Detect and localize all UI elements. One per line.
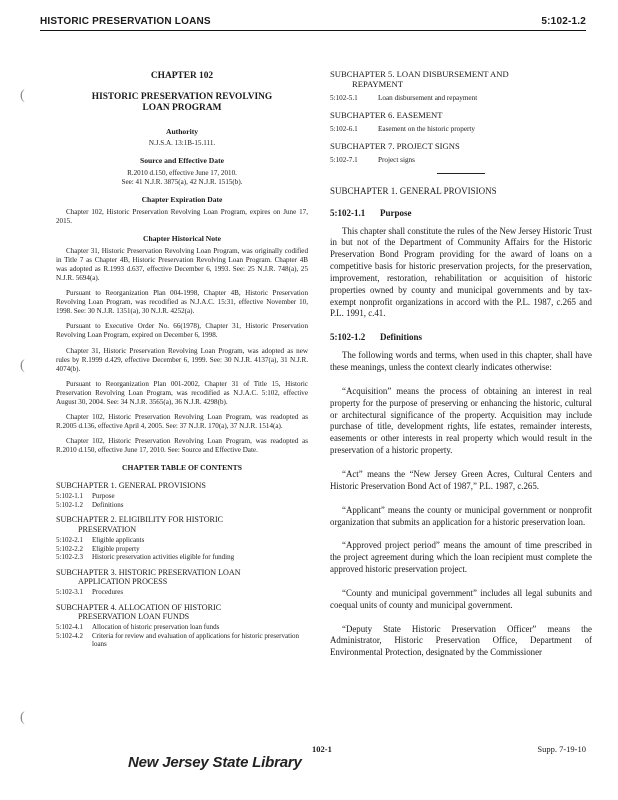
margin-bracket-mark: ( [20, 358, 25, 373]
subchapter-heading: SUBCHAPTER 1. GENERAL PROVISIONS [330, 185, 497, 196]
toc-entry[interactable]: 5:102-4.1 Allocation of historic preservation loan funds [56, 623, 220, 632]
toc-entry[interactable]: 5:102-6.1 Easement on the historic property [330, 124, 476, 133]
toc-subchapter [330, 111, 592, 133]
historical-note: Chapter 31, Historic Preservation Revolving Loan Program, was adopted as new rules by R.1999 d.429, effective December 6, 1999. See: 30 N.J.R. 4137(a), 31 N.J.R. 4074(b). [56, 346, 308, 373]
running-header [40, 16, 586, 31]
toc-subchapter: SUBCHAPTER 2. ELIGIBILITY FOR HISTORIC PRESERVATION 5:102-2.1 Eligible applicants 5:102-2.2 Eligible property 5:102-2.3 Historic preservation activities eligible for funding [56, 515, 308, 561]
toc-entry[interactable]: 5:102-7.1 Project signs [330, 155, 415, 164]
toc-entry[interactable]: 5:102-2.2 Eligible property [56, 544, 140, 553]
subchapter-title: SUBCHAPTER 7. PROJECT SIGNS [330, 140, 460, 151]
definition-paragraph: The following words and terms, when used in this chapter, shall have these meanings, unless the context clearly indicates otherwise: [330, 350, 592, 373]
authority-heading: Authority [165, 126, 199, 136]
toc-entry[interactable]: 5:102-2.3 Historic preservation activities eligible for funding [56, 553, 235, 562]
authority-text: N.J.S.A. 13:1B-15.111. [148, 139, 216, 148]
toc-entry[interactable]: 5:102-4.2 Criteria for review and evaluation of applications for historic preservation loans [56, 631, 300, 649]
subchapter-title: SUBCHAPTER 4. ALLOCATION OF HISTORIC [56, 602, 222, 612]
toc-entry[interactable]: 5:102-1.1 Purpose [56, 492, 115, 501]
historical-note: Chapter 31, Historic Preservation Revolving Loan Program, was originally codified in Title 7 as Chapter 4B, Historic Preservation Revolving Loan Program. Chapter 4B was adopted as R.1993 d.637, effective December 6, 1993. See: 25 N.J.R. 748(a), 25 N.J.R. 5694(a). [56, 246, 308, 283]
subchapter-title: SUBCHAPTER 1. GENERAL PROVISIONS [56, 481, 206, 491]
definition-paragraph: “Acquisition” means the process of obtaining an interest in real property for the purpose of preserving or enhancing the historic, cultural or architectural significance of the property. Acquisition may include purchase of title, development rights, life estates, remainder interests, easements or other interests in real property which would result in the preservation of a historic property. [330, 385, 592, 456]
section-heading-purpose: 5:102-1.1 Purpose [330, 207, 412, 218]
toc-entry[interactable]: 5:102-5.1 Loan disbursement and repayment [330, 93, 478, 102]
section-divider [437, 173, 485, 174]
left-column [56, 70, 308, 649]
source-line: R.2010 d.150, effective June 17, 2010. [127, 169, 237, 178]
subchapter-title: SUBCHAPTER 3. HISTORIC PRESERVATION LOAN [56, 567, 241, 577]
margin-bracket-mark: ( [20, 710, 25, 725]
chapter-title: HISTORIC PRESERVATION REVOLVING LOAN PROGRAM [91, 92, 273, 114]
historical-note: Pursuant to Reorganization Plan 001-2002, Chapter 31 of Title 15, Historic Preservation Revolving Loan Program, was recodified as N.J.A.C. 5:102, effective August 30, 2004. See: 34 N.J.R. 3565(a), 36 N.J.R. 4298(b). [56, 379, 308, 406]
definition-paragraph: “Deputy State Historic Preservation Officer” means the Administrator, Historic Preservation Office, Department of Environmental Protection, designated by the Commissioner [330, 623, 592, 658]
right-column [330, 70, 592, 671]
subchapter-title: SUBCHAPTER 6. EASEMENT [330, 109, 443, 120]
toc-subchapter [330, 142, 592, 164]
chapter-number: CHAPTER 102 [150, 71, 214, 81]
library-watermark: New Jersey State Library [128, 754, 302, 771]
page-number: 102-1 [312, 744, 332, 754]
toc-subchapter [56, 481, 308, 509]
supplement-date: Supp. 7-19-10 [537, 744, 586, 754]
historical-note-heading: Chapter Historical Note [143, 234, 221, 244]
historical-note: Pursuant to Executive Order No. 66(1978), Chapter 31, Historic Preservation Revolving Loan Program, expired on December 6, 1998. [56, 322, 308, 340]
subchapter-title: SUBCHAPTER 5. LOAN DISBURSEMENT AND [330, 69, 509, 79]
toc-subchapter: SUBCHAPTER 5. LOAN DISBURSEMENT AND REPAYMENT 5:102-5.1 Loan disbursement and repayment [330, 70, 592, 102]
toc-subchapter: SUBCHAPTER 4. ALLOCATION OF HISTORIC PRESERVATION LOAN FUNDS 5:102-4.1 Allocation of historic preservation loan funds 5:102-4.2 Criteria for review and evaluation of applications for historic preservation loans [56, 603, 308, 649]
definition-paragraph: “Approved project period” means the amount of time prescribed in the project agreement during which the loan recipient must complete the approved historic preservation project. [330, 540, 592, 575]
toc-entry[interactable]: 5:102-3.1 Procedures [56, 588, 124, 597]
toc-heading: CHAPTER TABLE OF CONTENTS [122, 463, 242, 473]
toc-entry[interactable]: 5:102-1.2 Definitions [56, 500, 124, 509]
expiration-text: Chapter 102, Historic Preservation Revolving Loan Program, expires on June 17, 2015. [56, 207, 308, 226]
source-line: See: 41 N.J.R. 3875(a), 42 N.J.R. 1515(b). [121, 178, 243, 187]
purpose-text: This chapter shall constitute the rules of the New Jersey Historic Trust in but not of the Department of Community Affairs for the Historic Preservation Bond Program providing for the award of loans on a competitive basis for historic preservation projects, for the preservation, improvement, restoration, rehabilitation or acquisition of historic properties owned by county and municipal governments and by tax-exempt nonprofit organizations in accord with the P.L. 1987, c.265 and P.L. 1991, c.41. [330, 225, 592, 319]
subchapter-title: SUBCHAPTER 2. ELIGIBILITY FOR HISTORIC [56, 515, 224, 525]
historical-note: Chapter 102, Historic Preservation Revolving Loan Program, was readopted as R.2005 d.136, effective April 4, 2005. See: 37 N.J.R. 170(a), 37 N.J.R. 1514(a). [56, 413, 308, 431]
definition-paragraph: “County and municipal government” includes all legal subunits and coequal units of county and municipal government. [330, 587, 592, 610]
source-heading: Source and Effective Date [139, 156, 224, 166]
toc-entry[interactable]: 5:102-2.1 Eligible applicants [56, 536, 145, 545]
historical-note: Chapter 102, Historic Preservation Revolving Loan Program, was readopted as R.2010 d.150, effective June 17, 2010. See: Source and Effective Date. [56, 437, 308, 455]
definition-paragraph: “Act” means the “New Jersey Green Acres, Cultural Centers and Historic Preservation Bond Act of 1987,” P.L. 1987, c.265. [330, 469, 592, 491]
section-heading-definitions: 5:102-1.2 Definitions [330, 332, 423, 343]
definition-paragraph: “Applicant” means the county or municipal government or nonprofit organization that submits an application for a historic preservation loan. [330, 504, 592, 527]
margin-bracket-mark: ( [20, 88, 25, 103]
header-title: HISTORIC PRESERVATION LOANS [40, 16, 211, 27]
header-section: 5:102-1.2 [541, 16, 586, 27]
toc-subchapter: SUBCHAPTER 3. HISTORIC PRESERVATION LOAN APPLICATION PROCESS 5:102-3.1 Procedures [56, 568, 308, 597]
historical-note: Pursuant to Reorganization Plan 004-1998, Chapter 4B, Historic Preservation Revolving Loan Program, was recodified as N.J.A.C. 15:31, effective November 10, 1998. See: 30 N.J.R. 1351(a), 30 N.J.R. 4252(a). [56, 289, 308, 316]
expiration-heading: Chapter Expiration Date [141, 195, 223, 205]
